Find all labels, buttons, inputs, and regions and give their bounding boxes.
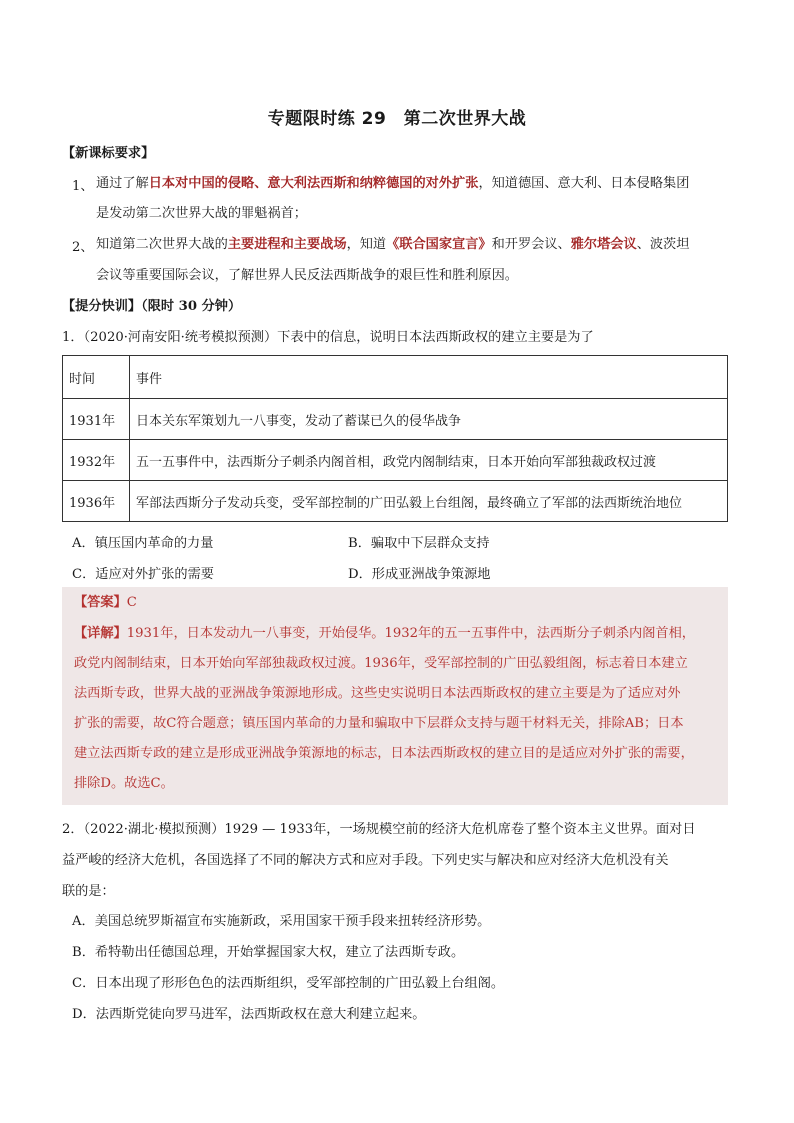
table-header-event: 事件 (130, 356, 728, 399)
practice-heading-line (62, 298, 241, 316)
answer-label: 【答案】 (74, 595, 127, 610)
table-cell-year: 1936年 (63, 481, 130, 522)
table-cell-event: 军部法西斯分子发动兵变，受军部控制的广田弘毅上台组阁，最终确立了军部的法西斯统治地位 (130, 481, 728, 522)
explanation-text: 1931年，日本发动九一八事变，开始侵华。1932年的五一五事件中，法西斯分子刺杀内阁首相， (126, 626, 695, 641)
requirement-1-pre: 通过了解 (96, 176, 149, 191)
requirement-2-text (96, 236, 689, 254)
requirement-2-mid-2: 和开罗会议、 (491, 237, 571, 252)
requirement-2-line2: 会议等重要国际会议，了解世界人民反法西斯战争的艰巨性和胜利原因。 (96, 268, 518, 283)
practice-time-note: （限时 30 分钟） (141, 299, 242, 314)
answer-value: C (126, 595, 137, 610)
question-2-stem-line-3: 联的是： (62, 884, 115, 899)
explanation-label: 【详解】 (74, 626, 127, 641)
table-header-row (63, 356, 728, 399)
question-2-option-c: C．日本出现了形形色色的法西斯组织，受军部控制的广田弘毅上台组阁。 (72, 976, 505, 991)
question-1-option-d: D．形成亚洲战争策源地 (348, 567, 491, 582)
table-cell-year: 1931年 (63, 399, 130, 440)
question-1-option-c: C．适应对外扩张的需要 (72, 567, 214, 582)
requirement-1-line2: 是发动第二次世界大战的罪魁祸首； (96, 206, 307, 221)
practice-heading: 【提分快训】 (62, 299, 142, 314)
question-2-option-d: D．法西斯党徒向罗马进军，法西斯政权在意大利建立起来。 (72, 1007, 426, 1022)
requirement-1-highlight: 日本对中国的侵略、意大利法西斯和纳粹德国的对外扩张 (148, 176, 479, 191)
table-row (63, 481, 728, 522)
events-table (62, 355, 728, 522)
explanation-line-6: 排除D。故选C。 (74, 776, 174, 791)
table-cell-event: 五一五事件中，法西斯分子刺杀内阁首相，政党内阁制结束，日本开始向军部独裁政权过渡 (130, 440, 728, 481)
explanation-line-1 (74, 625, 695, 643)
question-2-option-a: A．美国总统罗斯福宣布实施新政，采用国家干预手段来扭转经济形势。 (72, 914, 491, 929)
requirement-2-number: 2、 (72, 240, 94, 255)
explanation-line-2: 政党内阁制结束，日本开始向军部独裁政权过渡。1936年，受军部控制的广田弘毅组阁，标志着日本建立 (74, 656, 688, 671)
requirement-1-post: ，知道德国、意大利、日本侵略集团 (478, 176, 690, 191)
table-row (63, 399, 728, 440)
table-header-time: 时间 (63, 356, 130, 399)
question-2-stem-line-1: 2．（2022·湖北·模拟预测）1929 — 1933年，一场规模空前的经济大危机席卷了整个资本主义世界。面对日 (62, 822, 696, 837)
table-cell-event: 日本关东军策划九一八事变，发动了蓄谋已久的侵华战争 (130, 399, 728, 440)
requirement-2-highlight-1: 主要进程和主要战场 (227, 237, 347, 252)
requirement-1-number: 1、 (72, 179, 94, 194)
answer-line (74, 594, 137, 612)
table-cell-year: 1932年 (63, 440, 130, 481)
requirement-2-highlight-2: 《联合国家宣言》 (386, 237, 492, 252)
requirement-1-text (96, 175, 689, 193)
requirement-2-mid-1: ，知道 (346, 237, 387, 252)
requirement-2-highlight-3: 雅尔塔会议 (570, 237, 637, 252)
answer-box (62, 587, 728, 805)
requirements-heading: 【新课标要求】 (62, 146, 155, 161)
question-2-stem-line-2: 益严峻的经济大危机，各国选择了不同的解决方式和应对手段。下列史实与解决和应对经济大危机没有关 (62, 853, 669, 868)
requirement-2-pre: 知道第二次世界大战的 (96, 237, 228, 252)
explanation-line-5: 建立法西斯专政的建立是形成亚洲战争策源地的标志，日本法西斯政权的建立目的是适应对外扩张的需要， (74, 746, 694, 761)
explanation-line-3: 法西斯专政，世界大战的亚洲战争策源地形成。这些史实说明日本法西斯政权的建立主要是为了适应对外 (74, 686, 681, 701)
page-title: 专题限时练 29 第二次世界大战 (267, 109, 527, 129)
question-1-stem: 1．（2020·河南安阳·统考模拟预测）下表中的信息，说明日本法西斯政权的建立主要是为了 (62, 330, 594, 345)
question-1-option-b: B．骗取中下层群众支持 (348, 536, 490, 551)
question-1-option-a: A．镇压国内革命的力量 (72, 536, 214, 551)
explanation-line-4: 扩张的需要，故C符合题意；镇压国内革命的力量和骗取中下层群众支持与题干材料无关，排除AB；日本 (74, 716, 684, 731)
question-2-option-b: B．希特勒出任德国总理，开始掌握国家大权，建立了法西斯专政。 (72, 945, 465, 960)
table-row (63, 440, 728, 481)
requirement-2-post: 、波茨坦 (636, 237, 690, 252)
